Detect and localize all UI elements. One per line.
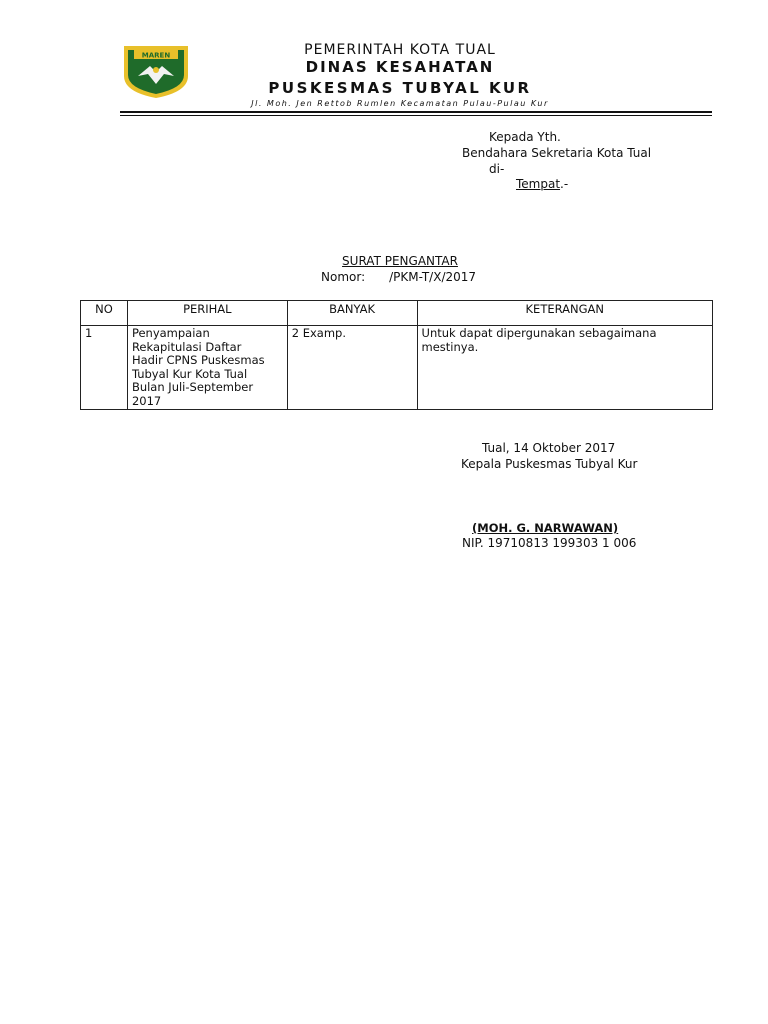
table-row [81,326,713,410]
letterhead-address: Jl. Moh. Jen Rettob Rumlen Kecamatan Pulau-Pulau Kur [251,99,549,108]
header-keterangan: KETERANGAN [417,301,712,326]
perihal-line: 2017 [131,393,162,408]
perihal-line: Rekapitulasi Daftar [131,339,242,354]
emblem-text: MAREN [141,51,171,60]
letterhead-department: DINAS KESAHATAN [305,58,495,76]
emblem-center-icon [153,67,159,73]
signature-nip: NIP. 19710813 199303 1 006 [462,536,637,550]
recipient-di: di- [489,162,505,176]
cell-no: 1 [81,326,128,410]
recipient-place-suffix: .- [560,177,569,191]
perihal-line: Bulan Juli-September [131,380,254,394]
letter-number-label: Nomor: [321,270,366,284]
header-banyak: BANYAK [287,301,417,326]
emblem-icon [120,42,192,100]
letter-number-value: /PKM-T/X/2017 [389,270,477,284]
perihal-line: Tubyal Kur Kota Tual [131,366,248,381]
keterangan-line: mestinya. [421,339,479,354]
header-perihal: PERIHAL [127,301,287,326]
letterhead-institution: PUSKESMAS TUBYAL KUR [268,79,532,97]
city-emblem-logo [120,42,192,100]
recipient-salutation: Kepada Yth. [489,130,561,144]
recipient-place-main: Tempat [516,177,561,191]
header-no: NO [81,301,128,326]
recipient-place [516,177,568,191]
perihal-line: Hadir CPNS Puskesmas [131,353,265,367]
table-header-row [81,301,713,326]
signature-date: Tual, 14 Oktober 2017 [482,441,616,455]
cell-perihal [127,326,287,410]
letterhead-rule-thick [120,111,712,113]
keterangan-line: Untuk dapat dipergunakan sebagaimana [421,326,657,340]
signature-role: Kepala Puskesmas Tubyal Kur [461,457,638,471]
letter-title: SURAT PENGANTAR [342,254,458,268]
items-table [80,300,713,410]
cell-banyak: 2 Examp. [287,326,417,410]
recipient-name: Bendahara Sekretaria Kota Tual [462,146,652,160]
perihal-line: Penyampaian [131,326,210,340]
letter-number [321,270,476,284]
cell-keterangan [417,326,712,410]
signature-name: (MOH. G. NARWAWAN) [472,521,619,535]
letterhead-government: PEMERINTAH KOTA TUAL [304,42,496,58]
letterhead-rule-thin [120,115,712,116]
